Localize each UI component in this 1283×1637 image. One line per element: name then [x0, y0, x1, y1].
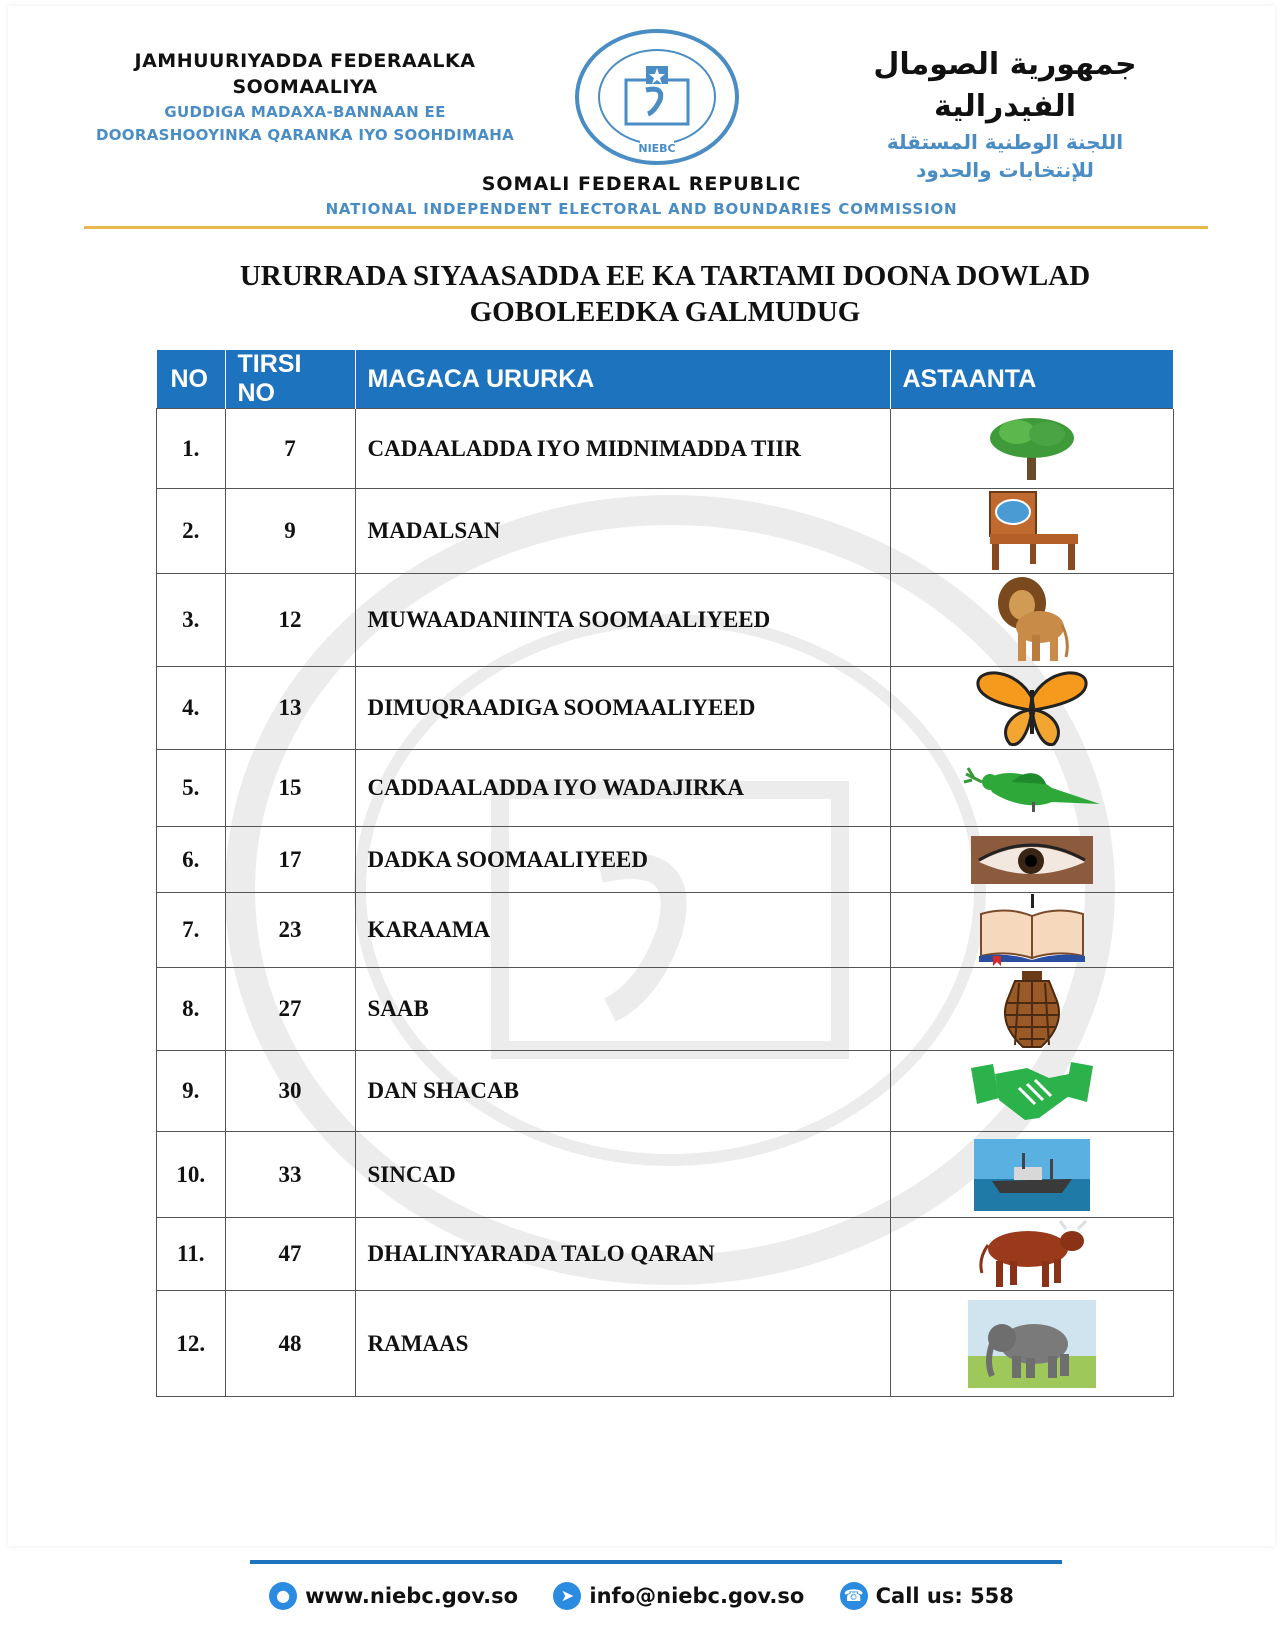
row-no: 1. [157, 409, 226, 489]
republic-name-english: SOMALI FEDERAL REPUBLIC [481, 173, 802, 195]
dove-icon [962, 758, 1102, 818]
row-no: 12. [157, 1291, 226, 1397]
row-party-name: RAMAAS [355, 1291, 890, 1397]
table-row [157, 750, 1174, 827]
row-tirsi: 33 [225, 1132, 355, 1218]
table-row [157, 489, 1174, 574]
row-party-name: DIMUQRAADIGA SOOMAALIYEED [355, 667, 890, 750]
table-row [157, 1132, 1174, 1218]
table-row [157, 1051, 1174, 1132]
row-tirsi: 13 [225, 667, 355, 750]
row-tirsi: 27 [225, 968, 355, 1051]
row-tirsi: 15 [225, 750, 355, 827]
footer-phone[interactable] [840, 1582, 1014, 1610]
row-party-name: DAN SHACAB [355, 1051, 890, 1132]
document-title [150, 258, 1180, 330]
cow-icon [974, 1219, 1090, 1289]
row-no: 11. [157, 1218, 226, 1291]
commission-name-line2: DOORASHOOYINKA QARANKA IYO SOOHDIMAHA [96, 126, 514, 144]
row-party-name: MADALSAN [355, 489, 890, 574]
header-tirsi-no: TIRSI NO [225, 350, 355, 409]
basket-icon [995, 969, 1069, 1049]
send-icon: ➤ [553, 1582, 581, 1610]
row-no: 2. [157, 489, 226, 574]
row-tirsi: 7 [225, 409, 355, 489]
commission-name-arabic-line2: للإنتخابات والحدود [916, 158, 1094, 182]
ship-icon [974, 1139, 1090, 1211]
title-line1: URURRADA SIYAASADDA EE KA TARTAMI DOONA DOWLAD [239, 260, 1091, 292]
row-tirsi: 9 [225, 489, 355, 574]
footer [0, 1582, 1283, 1610]
header-divider [84, 226, 1208, 229]
book-icon [977, 894, 1087, 966]
table-row [157, 827, 1174, 893]
row-party-name: KARAAMA [355, 893, 890, 968]
row-no: 10. [157, 1132, 226, 1218]
country-name-line2: SOOMAALIYA [232, 76, 378, 98]
row-party-name: DADKA SOOMAALIYEED [355, 827, 890, 893]
row-no: 3. [157, 574, 226, 667]
header-astaanta: ASTAANTA [890, 350, 1174, 409]
phone-text: Call us: 558 [875, 1584, 1014, 1608]
row-party-name: MUWAADANIINTA SOOMAALIYEED [355, 574, 890, 667]
commission-name-arabic-line1: اللجنة الوطنية المستقلة [886, 130, 1124, 154]
handshake-icon [969, 1058, 1095, 1124]
row-tirsi: 12 [225, 574, 355, 667]
row-tirsi: 23 [225, 893, 355, 968]
table-row [157, 1291, 1174, 1397]
row-no: 4. [157, 667, 226, 750]
niebc-logo [574, 28, 740, 166]
row-no: 8. [157, 968, 226, 1051]
globe-icon: ● [269, 1582, 297, 1610]
commission-name-english: NATIONAL INDEPENDENT ELECTORAL AND BOUNDARIES COMMISSION [325, 200, 958, 218]
header-left [80, 48, 530, 146]
table-header-row [157, 350, 1174, 409]
table-row [157, 409, 1174, 489]
lion-icon [992, 575, 1072, 665]
eye-icon [971, 836, 1093, 884]
chair-icon [982, 490, 1082, 572]
row-tirsi: 48 [225, 1291, 355, 1397]
title-line2: GOBOLEEDKA GALMUDUG [469, 296, 861, 328]
row-party-name: CADAALADDA IYO MIDNIMADDA TIIR [355, 409, 890, 489]
row-no: 7. [157, 893, 226, 968]
table-row [157, 1218, 1174, 1291]
header-magaca-ururka: MAGACA URURKA [355, 350, 890, 409]
table-row [157, 968, 1174, 1051]
footer-email[interactable] [553, 1582, 804, 1610]
row-party-name: SAAB [355, 968, 890, 1051]
footer-website[interactable] [269, 1582, 518, 1610]
row-tirsi: 30 [225, 1051, 355, 1132]
email-text: info@niebc.gov.so [589, 1584, 805, 1608]
logo-text: NIEBC [638, 142, 676, 155]
tree-icon [987, 416, 1077, 482]
table-row [157, 667, 1174, 750]
row-no: 6. [157, 827, 226, 893]
row-party-name: SINCAD [355, 1132, 890, 1218]
row-tirsi: 47 [225, 1218, 355, 1291]
elephant-icon [968, 1300, 1096, 1388]
table-row [157, 893, 1174, 968]
row-tirsi: 17 [225, 827, 355, 893]
row-no: 5. [157, 750, 226, 827]
row-no: 9. [157, 1051, 226, 1132]
website-text: www.niebc.gov.so [305, 1584, 519, 1608]
country-name-line1: JAMHUURIYADDA FEDERAALKA [134, 50, 476, 72]
phone-icon: ☎ [840, 1582, 868, 1610]
butterfly-icon [976, 668, 1088, 748]
commission-name-line1: GUDDIGA MADAXA-BANNAAN EE [164, 103, 446, 121]
row-party-name: DHALINYARADA TALO QARAN [355, 1218, 890, 1291]
country-name-arabic: جمهورية الصومال الفيدرالية [873, 47, 1137, 124]
header-right [800, 44, 1210, 184]
table-row [157, 574, 1174, 667]
header-no: NO [157, 350, 226, 409]
footer-divider [250, 1560, 1062, 1564]
row-party-name: CADDAALADDA IYO WADAJIRKA [355, 750, 890, 827]
parties-table [156, 350, 1174, 1397]
